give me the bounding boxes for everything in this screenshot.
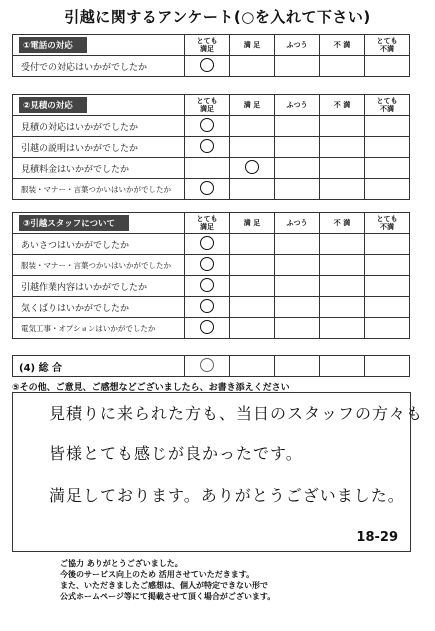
column-header: とても 不満 [376,37,398,53]
rating-cell[interactable] [275,356,320,377]
rating-cell[interactable] [230,297,275,318]
rating-cell[interactable] [275,276,320,297]
question-label: あいさつはいかがでしたか [13,234,185,255]
rating-cell[interactable] [230,179,275,200]
rating-cell[interactable] [365,137,410,158]
rating-cell[interactable] [185,137,230,158]
page-title: 引越に関するアンケート(○を入れて下さい) [64,8,371,26]
rating-cell[interactable] [365,116,410,137]
rating-cell[interactable] [275,318,320,339]
circle-mark-icon [200,257,214,271]
footer-line: ご協力 ありがとうございました。 [60,559,183,568]
question-label: 見積の対応はいかがでしたか [13,116,185,137]
question-row [13,116,410,137]
rating-cell[interactable] [185,158,230,179]
question-label: 引越の説明はいかがでしたか [13,137,185,158]
rating-cell[interactable] [185,234,230,255]
rating-cell[interactable] [320,276,365,297]
survey-section-1 [12,34,410,77]
rating-cell[interactable] [365,179,410,200]
rating-cell[interactable] [275,137,320,158]
rating-cell[interactable] [320,255,365,276]
comment-line: 満足しております。ありがとうございました。 [49,486,405,505]
survey-section-3 [12,212,410,339]
comments-heading: ⑤その他、ご意見、ご感想などございましたら、お書き添えください [12,383,290,393]
section-heading: ①電話の対応 [19,37,87,53]
rating-cell[interactable] [185,116,230,137]
rating-cell[interactable] [365,297,410,318]
question-label: 気くばりはいかがでしたか [13,297,185,318]
rating-cell[interactable] [320,137,365,158]
rating-cell[interactable] [320,158,365,179]
rating-cell[interactable] [365,158,410,179]
rating-cell[interactable] [230,137,275,158]
rating-cell[interactable] [320,356,365,377]
column-header: 不 満 [333,219,351,227]
question-label: 服装・マナー・言葉つかいはいかがでしたか [13,179,185,200]
column-header: 不 満 [333,41,351,49]
rating-cell[interactable] [320,297,365,318]
comment-line: 見積りに来られた方も、当日のスタッフの方々も [49,404,424,423]
survey-section-overall [12,355,410,377]
question-row [13,56,410,77]
rating-cell[interactable] [230,56,275,77]
rating-cell[interactable] [185,255,230,276]
column-header: 不 満 [333,101,351,109]
rating-cell[interactable] [365,234,410,255]
rating-cell[interactable] [320,179,365,200]
question-row [13,137,410,158]
footer-line: 公式ホームページ等にて掲載させて頂く場合がございます。 [60,592,276,601]
rating-cell[interactable] [275,179,320,200]
column-header: 満 足 [243,101,261,109]
circle-mark-icon [245,160,259,174]
rating-cell[interactable] [230,255,275,276]
question-label: 受付での対応はいかがでしたか [13,56,185,77]
section-heading: ③引越スタッフについて [19,215,129,231]
rating-cell[interactable] [320,234,365,255]
rating-cell[interactable] [185,276,230,297]
comment-box [12,392,424,552]
column-header: とても 不満 [376,215,398,231]
circle-mark-icon [200,278,214,292]
rating-cell[interactable] [230,356,275,377]
circle-mark-icon [200,299,214,313]
question-row [13,158,410,179]
rating-cell[interactable] [230,158,275,179]
rating-cell[interactable] [365,318,410,339]
overall-label: (4) 総 合 [13,356,185,377]
column-header: ふつう [286,41,308,49]
rating-cell[interactable] [320,318,365,339]
rating-cell[interactable] [275,255,320,276]
question-row [13,297,410,318]
question-row [13,318,410,339]
rating-cell[interactable] [230,276,275,297]
column-header: 満 足 [243,219,261,227]
column-header: とても 満足 [196,37,218,53]
column-header: とても 満足 [196,215,218,231]
rating-cell[interactable] [230,116,275,137]
circle-mark-icon [200,236,214,250]
question-label: 電気工事・オプションはいかがでしたか [13,318,185,339]
question-label: 服装・マナー・言葉つかいはいかがでしたか [13,255,185,276]
rating-cell[interactable] [185,356,230,377]
footer-line: また、いただきましたご感想は、個人が特定できない形で [60,581,268,590]
rating-cell[interactable] [365,255,410,276]
question-row [13,276,410,297]
rating-cell[interactable] [185,179,230,200]
rating-cell[interactable] [185,297,230,318]
rating-cell[interactable] [365,56,410,77]
survey-section-2 [12,94,410,200]
rating-cell[interactable] [275,116,320,137]
circle-mark-icon [200,118,214,132]
rating-cell[interactable] [320,116,365,137]
question-row [13,179,410,200]
circle-mark-icon [200,181,214,195]
comment-line: 皆様とても感じが良かったです。 [49,444,303,463]
rating-cell[interactable] [320,56,365,77]
circle-mark-icon [200,358,214,372]
column-header: ふつう [286,101,308,109]
circle-mark-icon [200,58,214,72]
footer-note [60,558,275,602]
rating-cell[interactable] [275,158,320,179]
section-heading: ②見積の対応 [19,97,87,113]
column-header: とても 不満 [376,97,398,113]
rating-cell[interactable] [365,276,410,297]
rating-cell[interactable] [185,56,230,77]
question-label: 見積料金はいかがでしたか [13,158,185,179]
rating-cell[interactable] [230,234,275,255]
form-code: 18-29 [356,530,398,545]
rating-cell[interactable] [185,318,230,339]
rating-cell[interactable] [275,234,320,255]
rating-cell[interactable] [230,318,275,339]
question-row [13,255,410,276]
circle-mark-icon [200,320,214,334]
question-row [13,234,410,255]
column-header: とても 満足 [196,97,218,113]
column-header: 満 足 [243,41,261,49]
rating-cell[interactable] [275,297,320,318]
rating-cell[interactable] [275,56,320,77]
column-header: ふつう [286,219,308,227]
footer-line: 今後のサービス向上のため 活用させていただきます。 [60,570,255,579]
question-label: 引越作業内容はいかがでしたか [13,276,185,297]
circle-mark-icon [200,139,214,153]
rating-cell[interactable] [365,356,410,377]
